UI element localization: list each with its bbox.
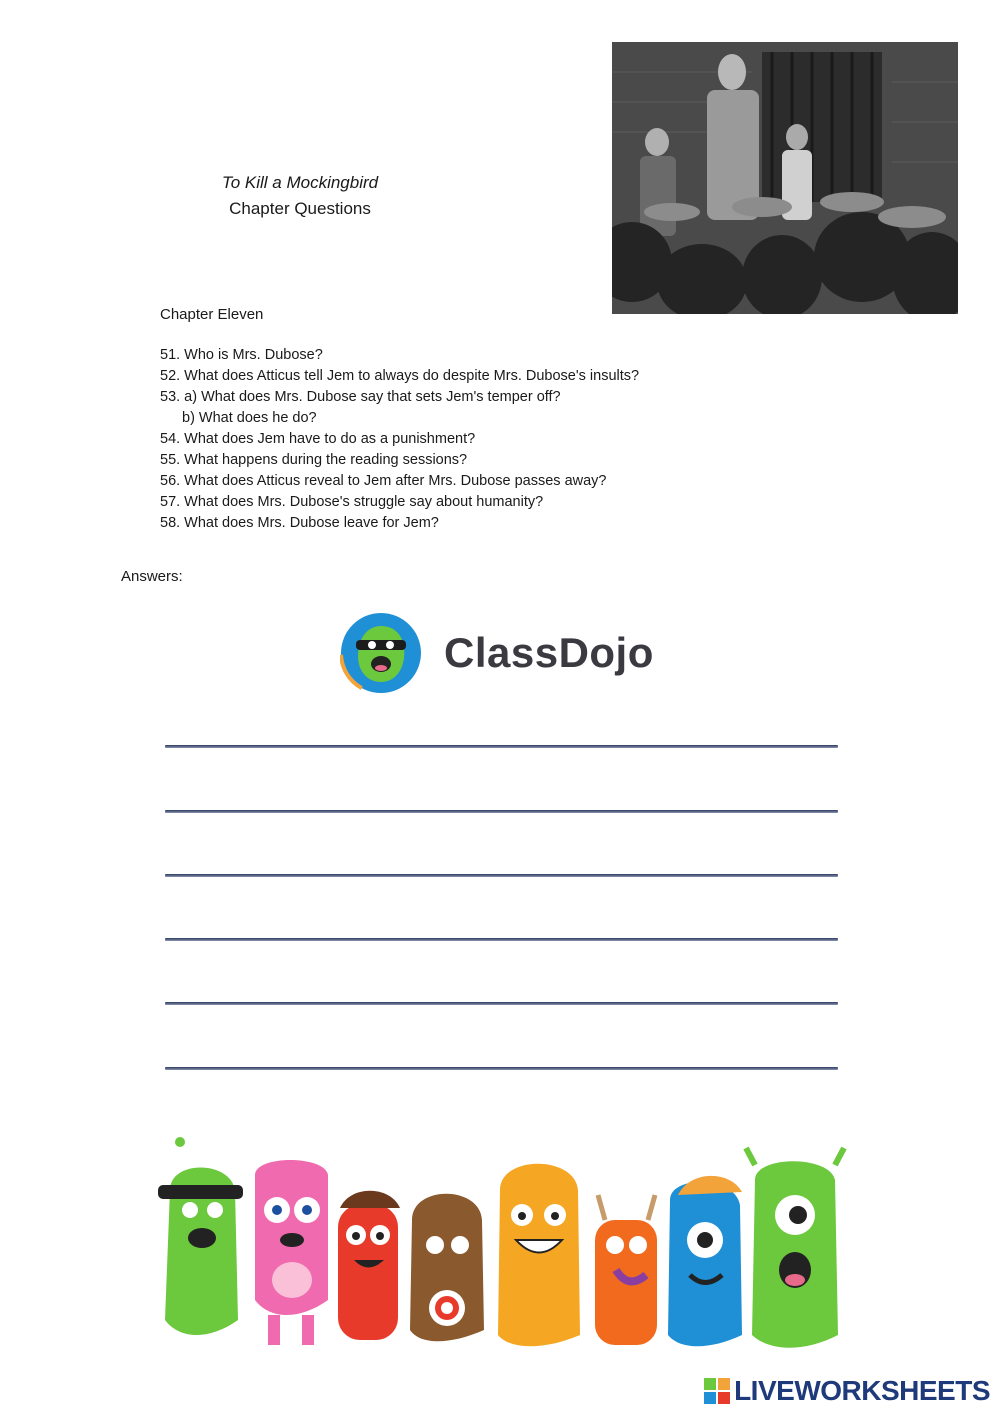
pink-monster-icon (255, 1160, 328, 1345)
worksheet-title: To Kill a Mockingbird (221, 173, 379, 192)
liveworksheets-wordmark: LIVEWORKSHEETS (734, 1375, 990, 1406)
answer-line-5[interactable] (165, 1002, 838, 1005)
lime-monster-icon (746, 1148, 844, 1348)
dojo-monster-icon (340, 612, 422, 694)
question-56: 56. What does Atticus reveal to Jem after Mrs. Dubose passes away? (160, 473, 607, 489)
blue-monster-icon (668, 1176, 742, 1346)
question-53a: 53. a) What does Mrs. Dubose say that sets Jem's temper off? (160, 389, 561, 405)
question-55: 55. What happens during the reading sessions? (160, 452, 468, 468)
question-51: 51. Who is Mrs. Dubose? (160, 347, 323, 363)
answer-line-2[interactable] (165, 810, 838, 813)
classdojo-monsters-illustration (150, 1130, 850, 1360)
question-53b: b) What does he do? (182, 410, 317, 426)
courtroom-scene-image (612, 42, 958, 314)
question-54: 54. What does Jem have to do as a punishment? (160, 431, 476, 447)
red-monster-icon (338, 1191, 400, 1340)
answer-line-6[interactable] (165, 1067, 838, 1070)
question-57: 57. What does Mrs. Dubose's struggle say about humanity? (160, 494, 544, 510)
classdojo-wordmark: ClassDojo (444, 629, 654, 676)
worksheet-subtitle: Chapter Questions (229, 199, 371, 218)
orange-monster-icon (498, 1164, 580, 1347)
answer-line-3[interactable] (165, 874, 838, 877)
movie-still-photo (612, 42, 958, 314)
answers-label: Answers: (121, 568, 183, 585)
liveworksheets-brand (704, 1375, 990, 1407)
brown-monster-icon (410, 1194, 484, 1342)
classdojo-logo (340, 612, 654, 694)
title-block (190, 170, 410, 222)
chapter-heading: Chapter Eleven (160, 306, 264, 323)
answer-line-1[interactable] (165, 745, 838, 748)
question-52: 52. What does Atticus tell Jem to always do despite Mrs. Dubose's insults? (160, 368, 640, 384)
liveworksheets-logo-icon (704, 1378, 730, 1404)
answer-line-4[interactable] (165, 938, 838, 941)
question-58: 58. What does Mrs. Dubose leave for Jem? (160, 515, 439, 531)
question-list (160, 345, 639, 534)
green-monster-icon (158, 1137, 243, 1335)
orange-antler-monster-icon (595, 1195, 657, 1345)
